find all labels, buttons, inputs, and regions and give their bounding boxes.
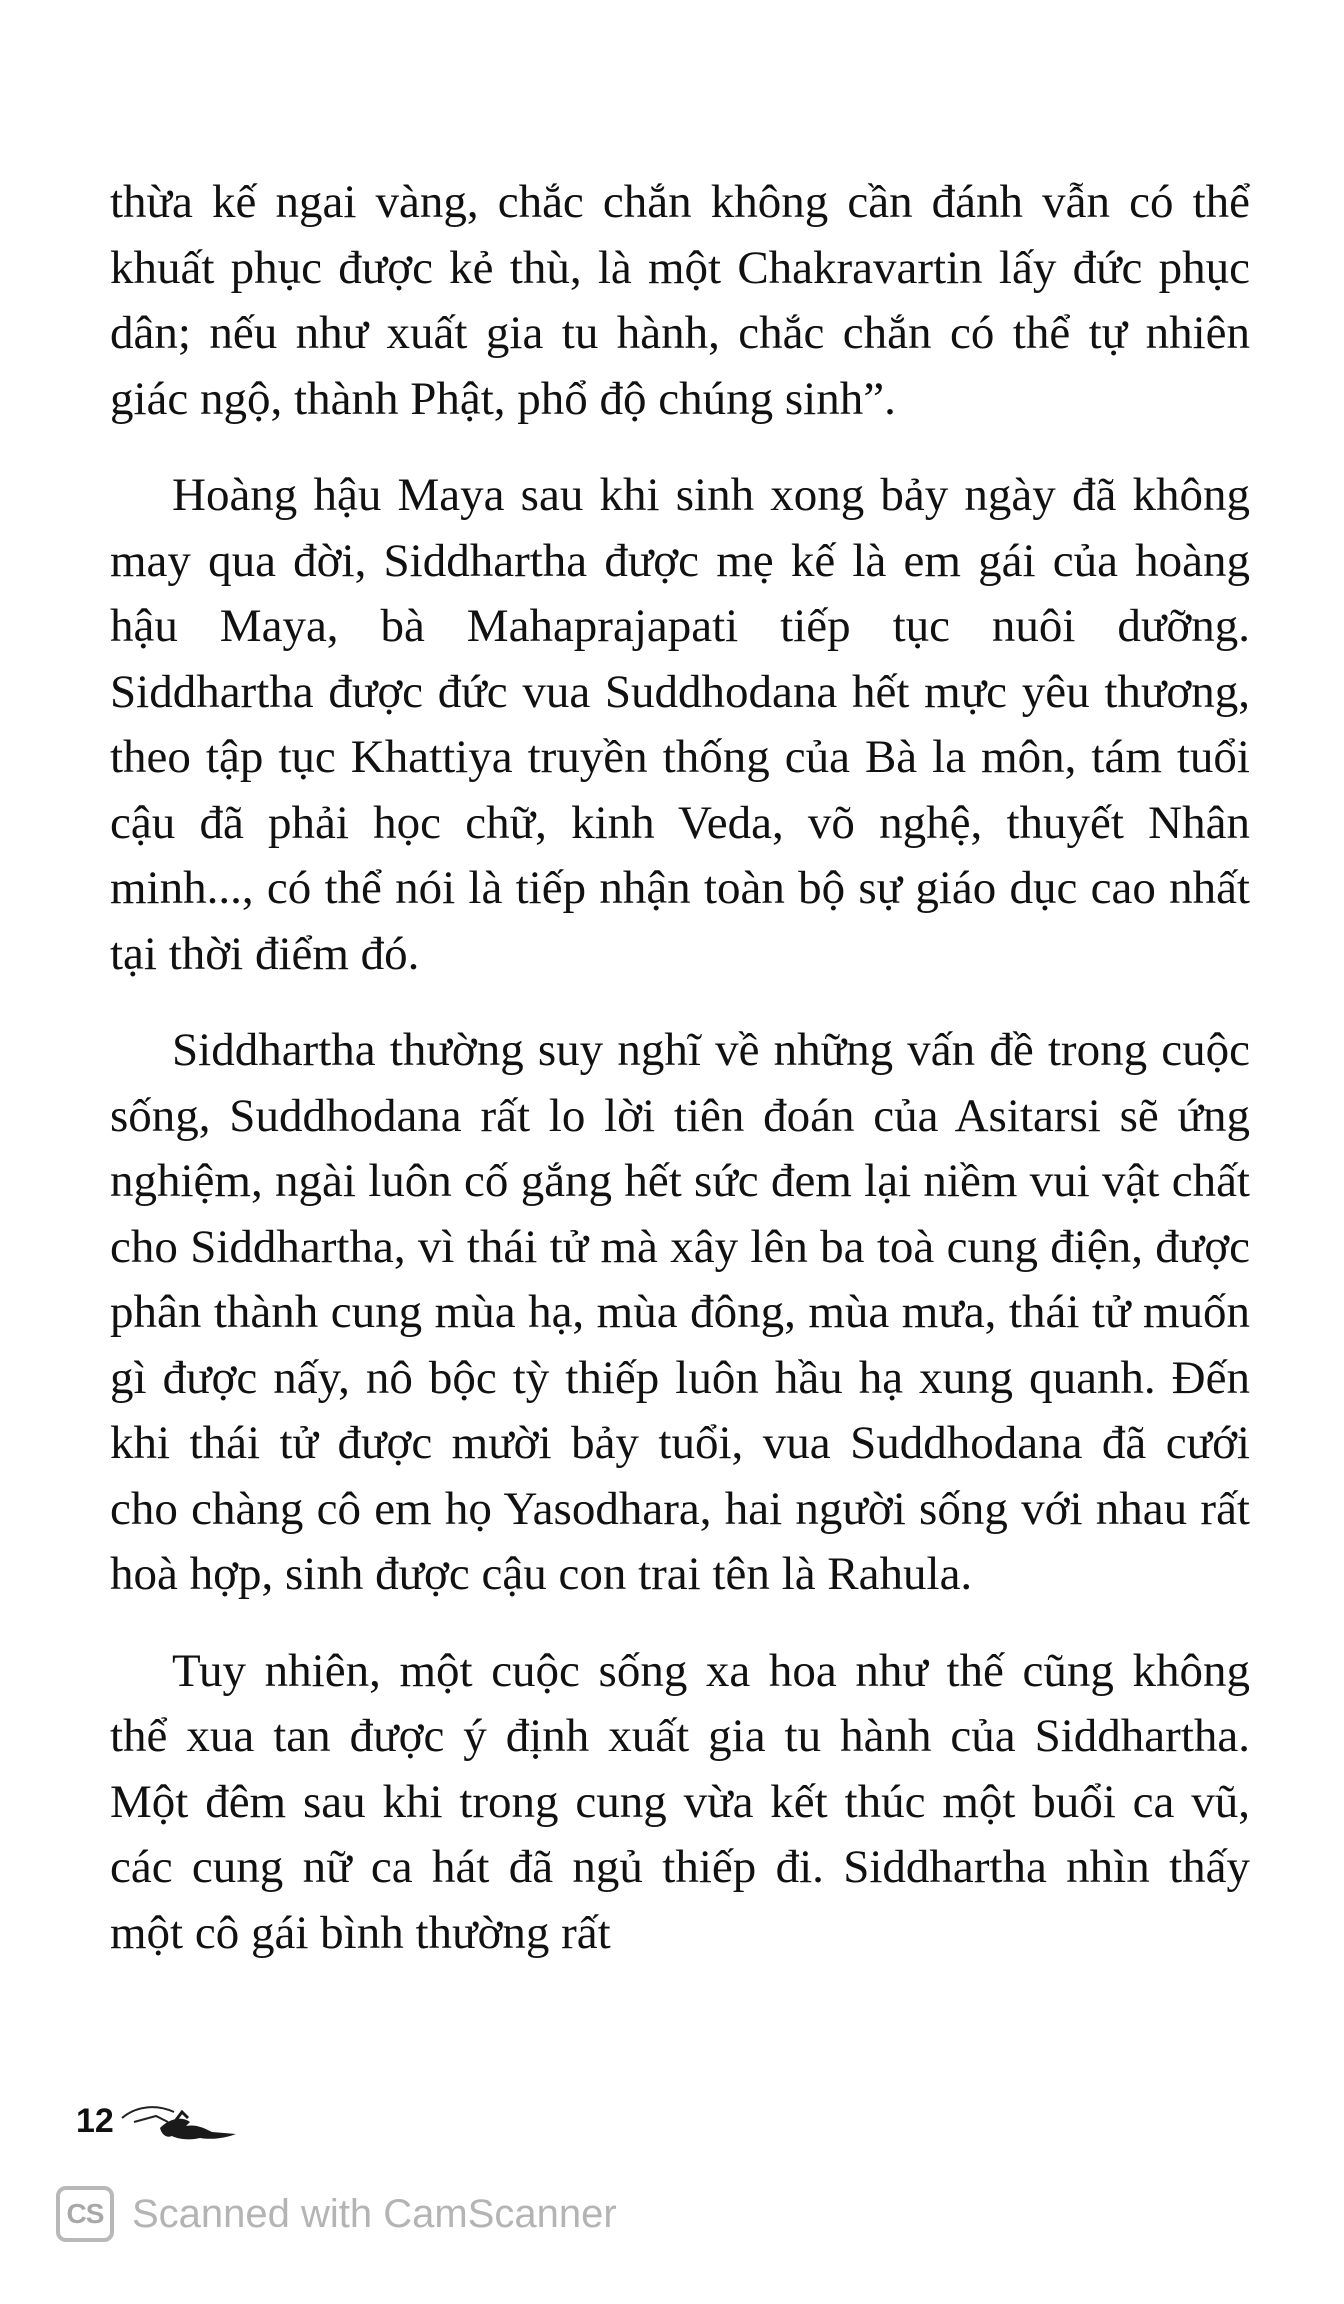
- leaping-figure-ornament-icon: [116, 2098, 246, 2144]
- page-footer: [76, 2098, 246, 2144]
- body-text: [110, 170, 1250, 1997]
- paragraph-maya: Hoàng hậu Maya sau khi sinh xong bảy ngày đã không may qua đời, Siddhartha được mẹ kế là em gái của hoàng hậu Maya, bà Mahaprajapati tiếp tục nuôi dưỡng. Siddhartha được đức vua Suddhodana hết mực yêu thương, theo tập tục Khattiya truyền thống của Bà la môn, tám tuổi cậu đã phải học chữ, kinh Veda, võ nghệ, thuyết Nhân minh..., có thể nói là tiếp nhận toàn bộ sự giáo dục cao nhất tại thời điểm đó.: [110, 469, 1250, 980]
- paragraph-continuation: thừa kế ngai vàng, chắc chắn không cần đánh vẫn có thể khuất phục được kẻ thù, là một Chakravartin lấy đức phục dân; nếu như xuất gia tu hành, chắc chắn có thể tự nhiên giác ngộ, thành Phật, phổ độ chúng sinh”.: [110, 176, 1250, 425]
- camscanner-logo-icon: CS: [56, 2186, 114, 2242]
- page-number: 12: [76, 2101, 114, 2140]
- scanner-label: Scanned with CamScanner: [132, 2191, 617, 2236]
- scanner-watermark: [56, 2186, 617, 2242]
- paragraph-palaces: Siddhartha thường suy nghĩ về những vấn đề trong cuộc sống, Suddhodana rất lo lời tiên đoán của Asitarsi sẽ ứng nghiệm, ngài luôn cố gắng hết sức đem lại niềm vui vật chất cho Siddhartha, vì thái tử mà xây lên ba toà cung điện, được phân thành cung mùa hạ, mùa đông, mùa mưa, thái tử muốn gì được nấy, nô bộc tỳ thiếp luôn hầu hạ xung quanh. Đến khi thái tử được mười bảy tuổi, vua Suddhodana đã cưới cho chàng cô em họ Yasodhara, hai người sống với nhau rất hoà hợp, sinh được cậu con trai tên là Rahula.: [110, 1024, 1250, 1600]
- paragraph-departure: Tuy nhiên, một cuộc sống xa hoa như thế cũng không thể xua tan được ý định xuất gia tu hành của Siddhartha. Một đêm sau khi trong cung vừa kết thúc một buổi ca vũ, các cung nữ ca hát đã ngủ thiếp đi. Siddhartha nhìn thấy một cô gái bình thường rất: [110, 1644, 1250, 1959]
